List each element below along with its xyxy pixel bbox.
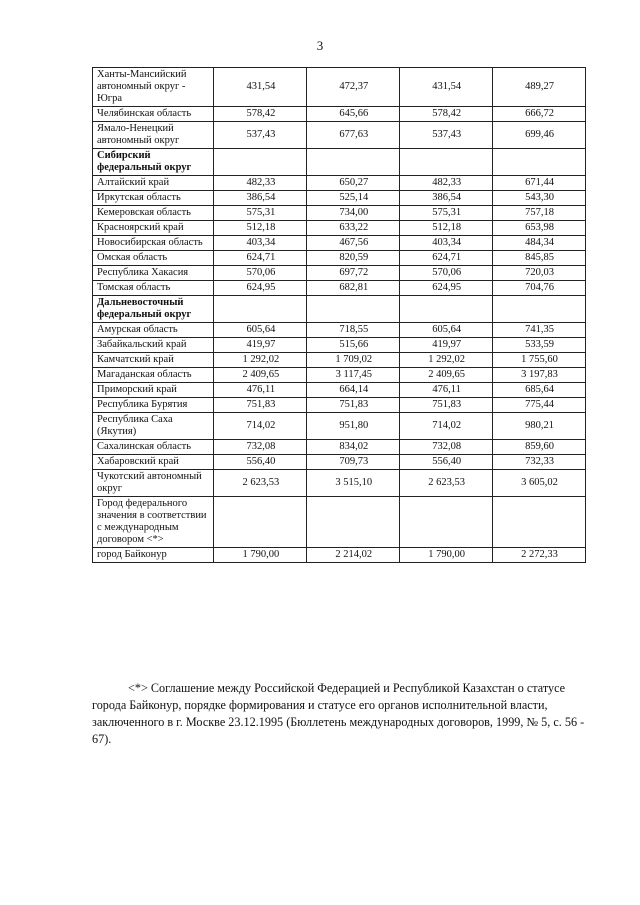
value-cell	[493, 296, 586, 323]
value-cell: 714,02	[214, 413, 307, 440]
value-cell: 1 709,02	[307, 353, 400, 368]
region-name: Новосибирская область	[93, 236, 214, 251]
value-cell: 1 790,00	[214, 548, 307, 563]
table-row	[93, 497, 586, 548]
value-cell: 709,73	[307, 455, 400, 470]
region-name: Город федерального значения в соответствии с международным договором <*>	[93, 497, 214, 548]
table-row	[93, 323, 586, 338]
table-row	[93, 338, 586, 353]
value-cell: 2 623,53	[400, 470, 493, 497]
region-name: Приморский край	[93, 383, 214, 398]
value-cell: 2 409,65	[400, 368, 493, 383]
region-name: Камчатский край	[93, 353, 214, 368]
value-cell: 697,72	[307, 266, 400, 281]
value-cell: 489,27	[493, 68, 586, 107]
table-group-row	[93, 296, 586, 323]
value-cell: 624,95	[214, 281, 307, 296]
value-cell: 467,56	[307, 236, 400, 251]
table-row	[93, 368, 586, 383]
value-cell: 624,71	[214, 251, 307, 266]
value-cell	[307, 296, 400, 323]
value-cell: 575,31	[214, 206, 307, 221]
value-cell	[307, 497, 400, 548]
value-cell: 3 515,10	[307, 470, 400, 497]
table-row	[93, 413, 586, 440]
value-cell: 834,02	[307, 440, 400, 455]
value-cell: 732,33	[493, 455, 586, 470]
value-cell: 575,31	[400, 206, 493, 221]
table-row	[93, 353, 586, 368]
value-cell: 578,42	[400, 107, 493, 122]
value-cell: 704,76	[493, 281, 586, 296]
table-row	[93, 176, 586, 191]
value-cell: 650,27	[307, 176, 400, 191]
table-row	[93, 398, 586, 413]
value-cell: 951,80	[307, 413, 400, 440]
value-cell: 757,18	[493, 206, 586, 221]
value-cell: 403,34	[400, 236, 493, 251]
region-name: Сахалинская область	[93, 440, 214, 455]
value-cell: 512,18	[400, 221, 493, 236]
region-name: город Байконур	[93, 548, 214, 563]
value-cell: 1 755,60	[493, 353, 586, 368]
value-cell: 741,35	[493, 323, 586, 338]
table-row	[93, 68, 586, 107]
table-row	[93, 107, 586, 122]
table-row	[93, 251, 586, 266]
region-name: Амурская область	[93, 323, 214, 338]
value-cell: 537,43	[400, 122, 493, 149]
value-cell: 605,64	[214, 323, 307, 338]
value-cell: 570,06	[400, 266, 493, 281]
value-cell	[400, 149, 493, 176]
value-cell: 775,44	[493, 398, 586, 413]
value-cell: 682,81	[307, 281, 400, 296]
footnote: <*> Соглашение между Российской Федерацией и Республикой Казахстан о статусе города Байконур, порядке формирования и статусе его органов исполнительной власти, заключенного в г. Москве 23.12.1995 (Бюллетень международных договоров, 1999, № 5, с. 56 - 67).	[92, 681, 585, 747]
value-cell: 677,63	[307, 122, 400, 149]
value-cell: 685,64	[493, 383, 586, 398]
region-name: Томская область	[93, 281, 214, 296]
region-name: Магаданская область	[93, 368, 214, 383]
value-cell: 624,95	[400, 281, 493, 296]
table-row	[93, 455, 586, 470]
value-cell: 633,22	[307, 221, 400, 236]
value-cell: 537,43	[214, 122, 307, 149]
value-cell	[214, 296, 307, 323]
region-name: Хабаровский край	[93, 455, 214, 470]
region-name: Челябинская область	[93, 107, 214, 122]
value-cell: 2 623,53	[214, 470, 307, 497]
value-cell: 386,54	[214, 191, 307, 206]
table-row	[93, 122, 586, 149]
region-name: Ямало-Ненецкий автономный округ	[93, 122, 214, 149]
value-cell: 1 292,02	[214, 353, 307, 368]
value-cell: 734,00	[307, 206, 400, 221]
value-cell: 653,98	[493, 221, 586, 236]
value-cell	[307, 149, 400, 176]
value-cell: 664,14	[307, 383, 400, 398]
region-name: Иркутская область	[93, 191, 214, 206]
value-cell: 718,55	[307, 323, 400, 338]
value-cell: 751,83	[307, 398, 400, 413]
table-row	[93, 440, 586, 455]
region-name: Забайкальский край	[93, 338, 214, 353]
value-cell: 666,72	[493, 107, 586, 122]
value-cell	[493, 497, 586, 548]
value-cell: 845,85	[493, 251, 586, 266]
value-cell: 533,59	[493, 338, 586, 353]
page-number: 3	[316, 38, 324, 53]
region-name: Омская область	[93, 251, 214, 266]
value-cell: 714,02	[400, 413, 493, 440]
region-name: Республика Хакасия	[93, 266, 214, 281]
value-cell: 484,34	[493, 236, 586, 251]
value-cell: 403,34	[214, 236, 307, 251]
table-row	[93, 266, 586, 281]
table-group-row	[93, 149, 586, 176]
value-cell: 1 790,00	[400, 548, 493, 563]
value-cell	[400, 296, 493, 323]
value-cell: 2 214,02	[307, 548, 400, 563]
region-name: Республика Саха (Якутия)	[93, 413, 214, 440]
value-cell	[400, 497, 493, 548]
value-cell: 3 605,02	[493, 470, 586, 497]
value-cell: 605,64	[400, 323, 493, 338]
value-cell: 556,40	[400, 455, 493, 470]
regions-table	[92, 67, 586, 563]
value-cell: 419,97	[400, 338, 493, 353]
value-cell: 980,21	[493, 413, 586, 440]
value-cell: 2 272,33	[493, 548, 586, 563]
region-name: Алтайский край	[93, 176, 214, 191]
group-heading: Сибирский федеральный округ	[93, 149, 214, 176]
value-cell: 525,14	[307, 191, 400, 206]
value-cell: 472,37	[307, 68, 400, 107]
value-cell: 476,11	[214, 383, 307, 398]
value-cell: 859,60	[493, 440, 586, 455]
value-cell: 671,44	[493, 176, 586, 191]
table-row	[93, 221, 586, 236]
value-cell: 720,03	[493, 266, 586, 281]
region-name: Чукотский автономный округ	[93, 470, 214, 497]
table-row	[93, 470, 586, 497]
table-row	[93, 236, 586, 251]
value-cell: 431,54	[400, 68, 493, 107]
value-cell: 482,33	[400, 176, 493, 191]
value-cell: 482,33	[214, 176, 307, 191]
value-cell: 476,11	[400, 383, 493, 398]
table-row	[93, 191, 586, 206]
value-cell: 820,59	[307, 251, 400, 266]
table-row	[93, 383, 586, 398]
value-cell: 751,83	[214, 398, 307, 413]
value-cell: 512,18	[214, 221, 307, 236]
region-name: Республика Бурятия	[93, 398, 214, 413]
value-cell: 624,71	[400, 251, 493, 266]
value-cell: 3 117,45	[307, 368, 400, 383]
region-name: Кемеровская область	[93, 206, 214, 221]
table-row	[93, 206, 586, 221]
value-cell: 419,97	[214, 338, 307, 353]
value-cell: 578,42	[214, 107, 307, 122]
value-cell: 751,83	[400, 398, 493, 413]
table-body	[93, 68, 586, 563]
value-cell	[214, 149, 307, 176]
value-cell	[214, 497, 307, 548]
value-cell	[493, 149, 586, 176]
value-cell: 645,66	[307, 107, 400, 122]
value-cell: 3 197,83	[493, 368, 586, 383]
value-cell: 1 292,02	[400, 353, 493, 368]
value-cell: 543,30	[493, 191, 586, 206]
region-name: Ханты-Мансийский автономный округ - Югра	[93, 68, 214, 107]
value-cell: 556,40	[214, 455, 307, 470]
table-row	[93, 281, 586, 296]
value-cell: 732,08	[214, 440, 307, 455]
value-cell: 386,54	[400, 191, 493, 206]
value-cell: 699,46	[493, 122, 586, 149]
value-cell: 2 409,65	[214, 368, 307, 383]
value-cell: 570,06	[214, 266, 307, 281]
value-cell: 515,66	[307, 338, 400, 353]
region-name: Красноярский край	[93, 221, 214, 236]
value-cell: 431,54	[214, 68, 307, 107]
table-row	[93, 548, 586, 563]
group-heading: Дальневосточный федеральный округ	[93, 296, 214, 323]
value-cell: 732,08	[400, 440, 493, 455]
